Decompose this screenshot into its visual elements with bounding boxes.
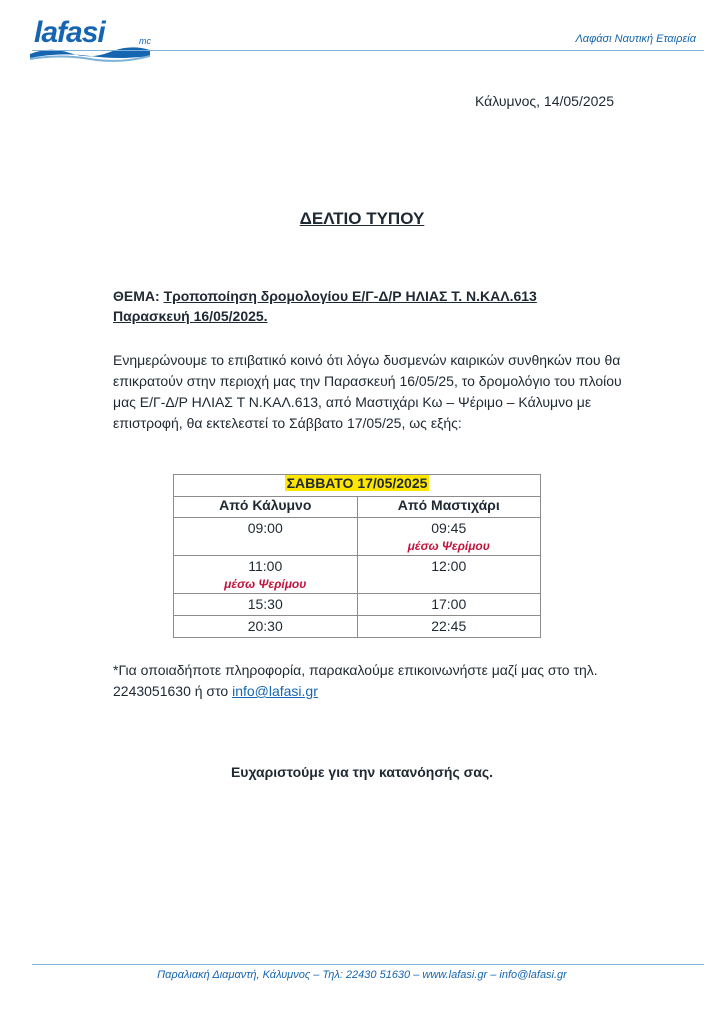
schedule-header-row (174, 475, 541, 497)
departure-mastichari: 12:00 (357, 556, 541, 594)
schedule-column-header-row (174, 497, 541, 518)
body-paragraph: Ενημερώνουμε το επιβατικό κοινό ότι λόγω δυσμενών καιρικών συνθηκών που θα επικρατούν στην περιοχή μας την Παρασκευή 16/05/25, το δρομολόγιο του πλοίου μας Ε/Γ-Δ/Ρ ΗΛΙΑΣ Τ Ν.ΚΑΛ.613, από Μαστιχάρι Κω – Ψέριμο – Κάλυμνο με επιστροφή, θα εκτελεστεί το Σάββατο 17/05/25, ως εξής: (113, 352, 622, 431)
email-link[interactable]: info@lafasi.gr (232, 683, 318, 699)
table-row (174, 556, 541, 594)
table-row (174, 594, 541, 616)
via-pserimos-note: μέσω Ψερίμου (407, 539, 490, 553)
footnote-text: *Για οποιαδήποτε πληροφορία, παρακαλούμε επικοινωνήστε μαζί μας στο τηλ. 2243051630 ή στο (113, 662, 598, 699)
schedule-date: ΣΑΒΒΑΤΟ 17/05/2025 (286, 475, 428, 491)
column-from-kalymnos: Από Κάλυμνο (174, 497, 358, 518)
thanks-line: Ευχαριστούμε για την κατανόησής σας. (230, 764, 494, 780)
logo-wordmark: lafasi (34, 16, 105, 49)
logo-suffix: mc (139, 36, 151, 46)
footer-contact: Παραλιακή Διαμαντή, Κάλυμνος – Τηλ: 22430 51630 – www.lafasi.gr – info@lafasi.gr (157, 969, 567, 981)
departure-mastichari: 09:45 μέσω Ψερίμου (357, 518, 541, 556)
via-pserimos-note: μέσω Ψερίμου (224, 577, 307, 591)
contact-footnote (113, 660, 633, 702)
departure-kalymnos: 15:30 (174, 594, 358, 616)
subject-label: ΘΕΜΑ: (113, 288, 160, 304)
departure-mastichari: 22:45 (357, 616, 541, 638)
table-row (174, 616, 541, 638)
header-divider (32, 50, 704, 51)
column-from-mastichari: Από Μαστιχάρι (357, 497, 541, 518)
footer-divider (32, 964, 704, 965)
schedule-date-cell (174, 475, 541, 497)
table-row (174, 518, 541, 556)
wave-icon (30, 44, 150, 62)
departure-kalymnos: 20:30 (174, 616, 358, 638)
subject-line-1: Τροποποίηση δρομολογίου Ε/Γ-Δ/Ρ ΗΛΙΑΣ Τ. Ν.ΚΑΛ.613 (163, 288, 537, 304)
departure-kalymnos: 09:00 (174, 518, 358, 556)
document-date: Κάλυμνος, 14/05/2025 (474, 93, 614, 109)
company-logo (30, 16, 160, 62)
schedule-table (173, 474, 541, 638)
subject-block (113, 286, 613, 326)
document-title: ΔΕΛΤΙΟ ΤΥΠΟΥ (299, 209, 425, 228)
departure-mastichari: 17:00 (357, 594, 541, 616)
company-name: Λαφάσι Ναυτική Εταιρεία (575, 33, 696, 45)
departure-kalymnos: 11:00 μέσω Ψερίμου (174, 556, 358, 594)
subject-line-2: Παρασκευή 16/05/2025. (113, 308, 268, 324)
